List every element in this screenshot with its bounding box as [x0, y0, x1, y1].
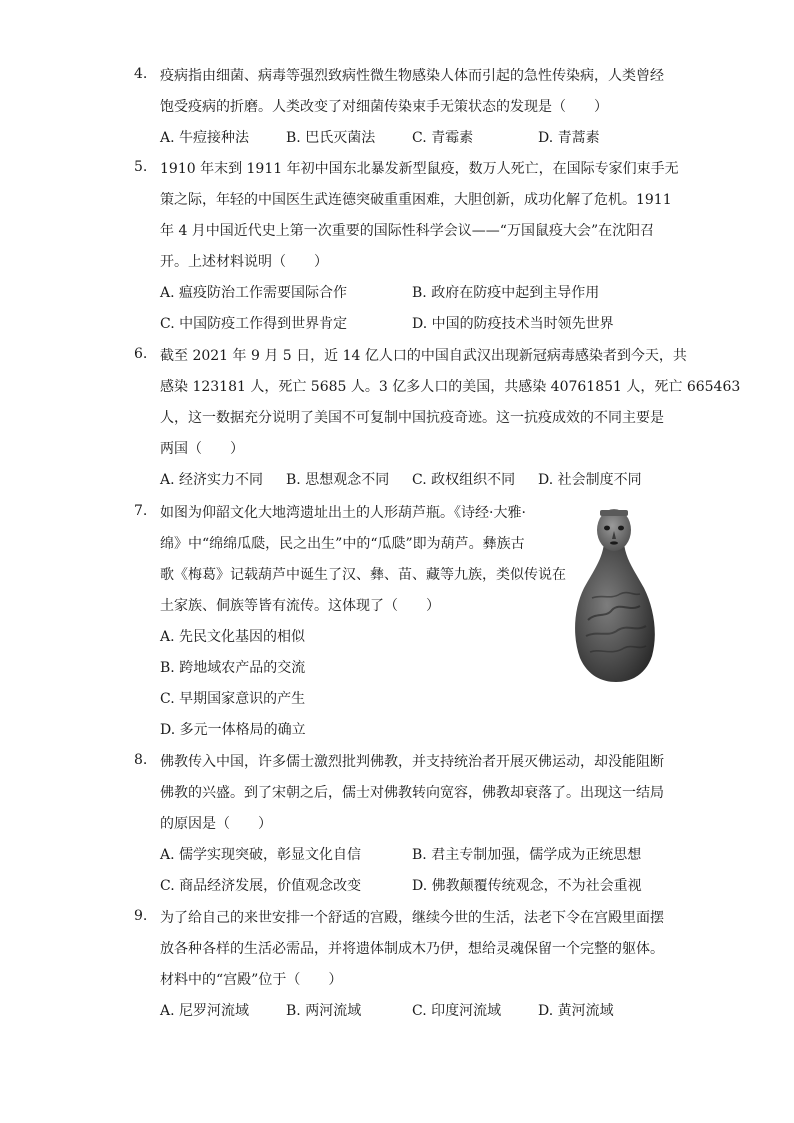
question-text-line: 材料中的“宫殿”位于（ ）: [160, 972, 343, 988]
option-d: D. 佛教颠覆传统观念，不为社会重视: [412, 878, 642, 894]
question-text-line: 的原因是（ ）: [160, 816, 272, 832]
option-b: B. 君主专制加强，儒学成为正统思想: [412, 847, 642, 863]
question-text-line: 两国（ ）: [160, 441, 244, 457]
question-text-line: 策之际，年轻的中国医生武连德突破重重困难，大胆创新，成功化解了危机。1911: [160, 192, 672, 208]
option-c: C. 政权组织不同: [412, 472, 516, 488]
question-text-line: 放各种各样的生活必需品，并将遗体制成木乃伊，想给灵魂保留一个完整的躯体。: [160, 941, 664, 957]
question-number: 4.: [134, 66, 148, 82]
question-text-line: 为了给自己的来世安排一个舒适的宫殿，继续今世的生活，法老下令在宫殿里面摆: [160, 910, 664, 926]
option-b: B. 两河流域: [286, 1003, 362, 1019]
question-text-line: 歌《梅葛》记载葫芦中诞生了汉、彝、苗、藏等九族，类似传说在: [160, 567, 566, 583]
option-c: C. 青霉素: [412, 130, 474, 146]
option-a: A. 牛痘接种法: [160, 130, 250, 146]
gourd-bottle-figure: [570, 508, 658, 684]
option-c: C. 商品经济发展，价值观念改变: [160, 878, 362, 894]
option-c: C. 中国防疫工作得到世界肯定: [160, 316, 348, 332]
option-a: A. 儒学实现突破，彰显文化自信: [160, 847, 362, 863]
option-a: A. 先民文化基因的相似: [160, 629, 306, 645]
option-a: A. 瘟疫防治工作需要国际合作: [160, 285, 348, 301]
question-text-line: 人，这一数据充分说明了美国不可复制中国抗疫奇迹。这一抗疫成效的不同主要是: [160, 410, 664, 426]
question-text-line: 土家族、侗族等皆有流传。这体现了（ ）: [160, 598, 440, 614]
question-number: 8.: [134, 752, 148, 768]
question-text-line: 佛教传入中国，许多儒士激烈批判佛教，并支持统治者开展灭佛运动，却没能阻断: [160, 754, 664, 770]
option-d: D. 中国的防疫技术当时领先世界: [412, 316, 614, 332]
option-b: B. 巴氏灭菌法: [286, 130, 376, 146]
option-d: D. 多元一体格局的确立: [160, 722, 306, 738]
question-text-line: 佛教的兴盛。到了宋朝之后，儒士对佛教转向宽容，佛教却衰落了。出现这一结局: [160, 785, 664, 801]
option-d: D. 青蒿素: [538, 130, 600, 146]
option-c: C. 印度河流域: [412, 1003, 502, 1019]
question-text-line: 感染 123181 人，死亡 5685 人。3 亿多人口的美国，共感染 40761851 人，死亡 665463: [160, 379, 741, 395]
question-text-line: 绵》中“绵绵瓜瓞，民之出生”中的“瓜瓞”即为葫芦。彝族古: [160, 536, 525, 552]
question-text-line: 疫病指由细菌、病毒等强烈致病性微生物感染人体而引起的急性传染病，人类曾经: [160, 68, 664, 84]
question-text-line: 截至 2021 年 9 月 5 日，近 14 亿人口的中国自武汉出现新冠病毒感染者到今天，共: [160, 348, 687, 364]
question-text-line: 开。上述材料说明（ ）: [160, 254, 328, 270]
option-c: C. 早期国家意识的产生: [160, 691, 306, 707]
option-d: D. 黄河流域: [538, 1003, 614, 1019]
question-text-line: 如图为仰韶文化大地湾遗址出土的人形葫芦瓶。《诗经·大雅·: [160, 505, 526, 521]
option-d: D. 社会制度不同: [538, 472, 642, 488]
question-number: 7.: [134, 503, 148, 519]
question-number: 6.: [134, 346, 148, 362]
question-text-line: 饱受疫病的折磨。人类改变了对细菌传染束手无策状态的发现是（ ）: [160, 99, 608, 115]
question-text-line: 1910 年末到 1911 年初中国东北暴发新型鼠疫，数万人死亡，在国际专家们束手无: [160, 161, 679, 177]
question-number: 5.: [134, 159, 148, 175]
option-b: B. 政府在防疫中起到主导作用: [412, 285, 600, 301]
option-a: A. 尼罗河流域: [160, 1003, 250, 1019]
option-b: B. 思想观念不同: [286, 472, 390, 488]
option-a: A. 经济实力不同: [160, 472, 264, 488]
question-number: 9.: [134, 908, 148, 924]
option-b: B. 跨地域农产品的交流: [160, 660, 306, 676]
question-text-line: 年 4 月中国近代史上第一次重要的国际性科学会议——“万国鼠疫大会”在沈阳召: [160, 223, 655, 239]
